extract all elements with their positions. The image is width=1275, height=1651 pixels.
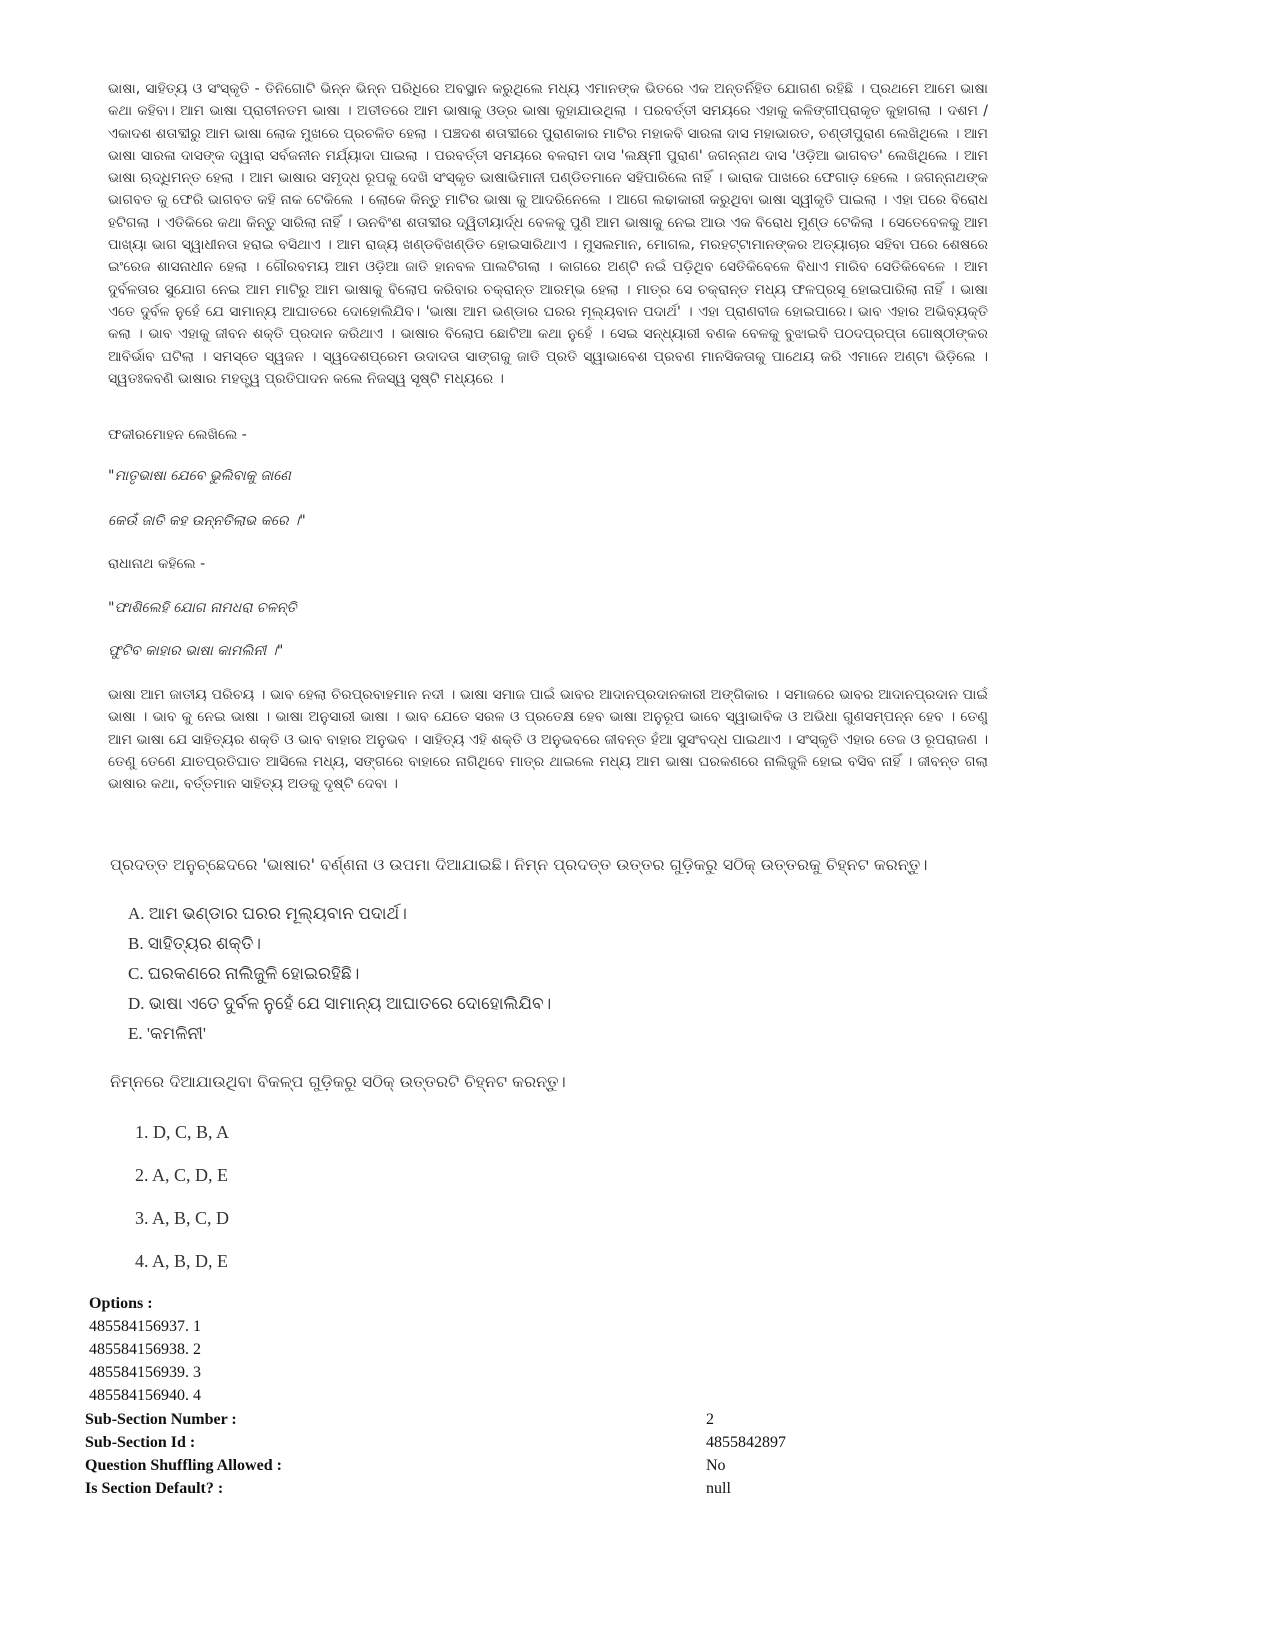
subsection-number-label: Sub-Section Number : (85, 1411, 237, 1428)
passage-paragraph-2: ଭାଷା ଆମ ଜାତୀୟ ପରିଚୟ । ଭାବ ହେଲା ଚିରପ୍ରବାହମାନ ନଦୀ । ଭାଷା ସମାଜ ପାଇଁ ଭାବର ଆଦାନପ୍ରଦାନକାରୀ ଅଙ୍ଗିକାର । ସମାଜରେ ଭାବର ଆଦାନପ୍ରଦାନ ପାଇଁ ଭାଷା । ଭାବ କୁ ନେଇ ଭାଷା । ଭାଷା ଅନୁସାରୀ ଭାଷା । ଭାବ ଯେତେ ସରଳ ଓ ପ୍ରତେକ୍ଷ ହେବ ଭାଷା ଅନୁରୂପ ଭାବେ ସ୍ୱାଭାବିକ ଓ ଅଭିଧା ଗୁଣସମ୍ପନ୍ନ ହେବ । ତେଣୁ ଆମ ଭାଷା ଯେ ସାହିତ୍ୟର ଶକ୍ତି ଓ ଭାବ ବାହାର ଅନୁଭବ । ସାହିତ୍ୟ ଏହି ଶକ୍ତି ଓ ଅନୁଭବରେ ଜୀବନ୍ତ ହଁଆ ସୁସଂବଦ୍ଧ ପାଇଥାଏ । ସଂସ୍କୃତି ଏହାର ତେଜ ଓ ରୂପରାଜଣ । ତେଣୁ ତେଣେ ଯାତପ୍ରତିଘାତ ଆସିଲେ ମଧ୍ୟ, ସଙ୍ଗରେ ବାହାରେ ନାଗିଥିବେ ମାତ୍ର ଥାଇଲେ ମଧ୍ୟ ଆମ ଭାଷା ଘରକଣରେ ନାଲିଜୁଳି ହୋଇ ବସିବ ନାହିଁ । ଜୀବନ୍ତ ଗଲା ଭାଷାର କଥା, ବର୍ତ୍ତମାନ ସାହିତ୍ୟ ଅଡକୁ ଦୃଷ୍ଟି ଦେବା । (108, 687, 988, 793)
radhanath-intro: ରାଧାନାଥ କହିଲେ - (108, 556, 206, 572)
subsection-id-label: Sub-Section Id : (85, 1434, 196, 1451)
option-id-1: 485584156937. 1 (89, 1318, 201, 1335)
statement-c: C. ଘରକଣରେ ନାଲିଜୁଳି ହୋଇରହିଛି। (128, 964, 360, 983)
passage-paragraph-1: ଭାଷା, ସାହିତ୍ୟ ଓ ସଂସ୍କୃତି - ତିନିଗୋଟି ଭିନ୍ନ ଭିନ୍ନ ପରିଧିରେ ଅବସ୍ଥାନ କରୁଥିଲେ ମଧ୍ୟ ଏମାନଙ୍କ ଭିତରେ ଏକ ଅନ୍ତର୍ନିହିତ ଯୋଗଣ ରହିଛି । ପ୍ରଥମେ ଆମେ ଭାଷା କଥା କହିବା। ଆମ ଭାଷା ପ୍ରାଚୀନତମ ଭାଷା । ଅତୀତରେ ଆମ ଭାଷାକୁ ଓଡ୍ର ଭାଷା କୁହାଯାଉଥିଲା । ପରବର୍ତ୍ତୀ ସମୟରେ ଏହାକୁ କଳିଙ୍ଗୀପ୍ରାକୃତ କୁହାଗଲା । ଦଶମ / ଏକାଦଶ ଶତାବ୍ଦୀରୁ ଆମ ଭାଷା ଲୋକ ମୁଖରେ ପ୍ରଚଳିତ ହେଲା । ପଞ୍ଚଦଶ ଶତାବ୍ଦୀରେ ପୁରାଣକାର ମାଟିର ମହାକବି ସାରଳା ଦାସ ମହାଭାରତ, ଚଣ୍ଡୀପୁରାଣ ଲେଖିଥିଲେ । ଆମ ଭାଷା ସାରଳା ଦାସଙ୍କ ଦ୍ୱାରା ସର୍ବଜନୀନ ମର୍ଯ୍ୟାଦା ପାଇଲା । ପରବର୍ତ୍ତୀ ସମୟରେ ବଳରାମ ଦାସ 'ଲକ୍ଷ୍ମୀ ପୁରାଣ' ଜଗନ୍ନାଥ ଦାସ 'ଓଡ଼ିଆ ଭାଗବତ' ଲେଖିଥିଲେ । ଆମ ଭାଷା ଋଦ୍ଧିମନ୍ତ ହେଲା । ଆମ ଭାଷାର ସମୃଦ୍ଧ ରୂପକୁ ଦେଖି ସଂସ୍କୃତ ଭାଷାଭିମାନୀ ପଣ୍ଡିତମାନେ ସହିପାରିଲେ ନାହିଁ । ଭାରାକ ପାଖରେ ଫେଗାଡ଼ ହେଲେ । ଜଗନ୍ନାଥଙ୍କ ଭାଗବତ କୁ ଫେରି ଭାଗବତ କହି ନାକ ଟେକିଲେ । ଲୋକେ କିନ୍ତୁ ମାଟିର ଭାଷା କୁ ଆଦରିନେଲେ । ଆଗେ ଲଢାକାରୀ କରୁଥିବା ଭାଷା ସ୍ୱୀକୃତି ପାଇଲା । ଏହା ପରେ ବିରୋଧ ହଟିଗଲା । ଏତିକିରେ କଥା କିନ୍ତୁ ସାରିଲା ନାହିଁ । ଊନବିଂଶ ଶତାବ୍ଦୀର ଦ୍ୱିତୀୟାର୍ଦ୍ଧ ବେଳକୁ ପୁଣି ଆମ ଭାଷାକୁ ନେଇ ଆଉ ଏକ ବିରୋଧ ମୁଣ୍ଡ ଟେକିଲା । ସେତେବେଳକୁ ଆମ ପାଖ୍ୟା ଭାଗ ସ୍ୱାଧୀନତା ହରାଇ ବସିଥାଏ । ଆମ ରାଜ୍ୟ ଖଣ୍ଡବିଖଣ୍ଡିତ ହୋଇସାରିଥାଏ । ମୁସଲମାନ, ମୋଗଲ, ମରହଟ୍ଟାମାନଙ୍କର ଅତ୍ୟାଚାର ସହିବା ପରେ ଶେଷରେ ଇଂରେଜ ଶାସନାଧୀନ ହେଲା । ଗୌରବମୟ ଆମ ଓଡ଼ିଆ ଜାତି ହାନବଳ ପାଲଟିଗଲା । କାଗରେ ଅଣ୍ଟି ନଇଁ ପଡ଼ିଥିବ ସେତିକିବେଳେ ବିଧାଏ ମାରିବ ସେତିକିବେଳେ । ଆମ ଦୁର୍ବଳତାର ସୁଯୋଗ ନେଇ ଆମ ମାଟିରୁ ଆମ ଭାଷାକୁ ବିଲୋପ କରିବାର ଚକ୍ରାନ୍ତ ଆରମ୍ଭ ହେଲା । ମାତ୍ର ସେ ଚକ୍ରାନ୍ତ ମଧ୍ୟ ଫଳପ୍ରସୂ ହୋଇପାରିଲା ନାହିଁ । ଭାଷା ଏତେ ଦୁର୍ବଳ ନୁହେଁ ଯେ ସାମାନ୍ୟ ଆଘାତରେ ଦୋହୋଲିଯିବ। 'ଭାଷା ଆମ ଭଣ୍ଡାର ଘରର ମୂଲ୍ୟବାନ ପଦାର୍ଥ' । ଏହା ପ୍ରାଣବୀଜ ହୋଇପାରେ। ଭାବ ଏହାର ଅଭିବ୍ୟକ୍ତି କଲା । ଭାବ ଏହାକୁ ଜୀବନ ଶକ୍ତି ପ୍ରଦାନ କରିଥାଏ । ଭାଷାର ବିଲୋପ ଛୋଟିଆ କଥା ନୁହେଁ । ସେଇ ସନ୍ଧ୍ୟାରୀ ବଣକ ବେଳକୁ ବୁଝାଇବି ପଠଦପ୍ରପ୍ତା ଗୋଷ୍ଠୀଙ୍କର ଆବିର୍ଭାବ ଘଟିଲା । ସମସ୍ତେ ସ୍ୱଜନ । ସ୍ୱଦେଶପ୍ରେମ ଉଦାଦତା ସାଙ୍ଗକୁ ଜାତି ପ୍ରତି ସ୍ୱାଭାବେଶ ପ୍ରବଣ ମାନସିକତାକୁ ପାଥେୟ କରି ଏମାନେ ଅଣ୍ଟା ଭିଡ଼ିଲେ । ସ୍ୱତଃକବଣି ଭାଷାର ମହତ୍ତ୍ୱ ପ୍ରତିପାଦନ କଲେ ନିଜସ୍ୱ ସୃଷ୍ଟି ମଧ୍ୟରେ । (108, 81, 988, 387)
subsection-number-value: 2 (706, 1411, 714, 1428)
fakir-intro: ଫକୀରମୋହନ ଲେଖିଲେ - (108, 427, 247, 443)
statement-b: B. ସାହିତ୍ୟର ଶକ୍ତି। (128, 934, 261, 953)
choice-3: 3. A, B, C, D (135, 1208, 230, 1228)
statement-a: A. ଆମ ଭଣ୍ଡାର ଘରର ମୂଲ୍ୟବାନ ପଦାର୍ଥ। (128, 904, 407, 923)
option-id-3: 485584156939. 3 (89, 1364, 201, 1381)
radhanath-quote-line-1: "ଫାଶିଲେହି ଯୋଗ ନାମଧରା ଚଳନ୍ତି (108, 600, 297, 616)
question-stem: ପ୍ରଦତ୍ତ ଅନୁଚ୍ଛେଦରେ 'ଭାଷାର' ବର୍ଣ୍ଣନା ଓ ଉପମା ଦିଆଯାଇଛି। ନିମ୍ନ ପ୍ରଦତ୍ତ ଉତ୍ତର ଗୁଡ଼ିକରୁ ସଠିକ୍ ଉତ୍ତରକୁ ଚିହ୍ନଟ କରନ୍ତୁ। (110, 855, 928, 874)
option-id-2: 485584156938. 2 (89, 1341, 201, 1358)
choice-1: 1. D, C, B, A (135, 1122, 230, 1142)
options-heading: Options : (89, 1295, 153, 1312)
shuffling-value: No (706, 1457, 726, 1474)
statement-d: D. ଭାଷା ଏତେ ଦୁର୍ବଳ ନୁହେଁ ଯେ ସାମାନ୍ୟ ଆଘାତରେ ଦୋହୋଲିଯିବ। (128, 994, 552, 1013)
fakir-quote-line-1: "ମାତୃଭାଷା ଯେବେ ଭୁଲିବାକୁ ଜାଣେ (108, 468, 291, 484)
choice-instruction: ନିମ୍ନରେ ଦିଆଯାଉଥିବା ବିକଳ୍ପ ଗୁଡ଼ିକରୁ ସଠିକ୍ ଉତ୍ତରଟି ଚିହ୍ନଟ କରନ୍ତୁ। (110, 1072, 566, 1091)
shuffling-label: Question Shuffling Allowed : (85, 1457, 282, 1474)
section-default-value: null (706, 1480, 731, 1497)
statement-e: E. 'କମଳିନୀ' (128, 1024, 206, 1043)
subsection-id-value: 4855842897 (706, 1434, 786, 1451)
section-default-label: Is Section Default? : (85, 1480, 224, 1497)
choice-2: 2. A, C, D, E (135, 1165, 229, 1185)
option-id-4: 485584156940. 4 (89, 1387, 201, 1404)
fakir-quote-line-2: କେଉଁ ଜାତି କହ ଉନ୍ନତିଲାଭ କରେ ।" (108, 513, 306, 529)
choice-4: 4. A, B, D, E (135, 1251, 229, 1271)
radhanath-quote-line-2: ଫୁଟିବ କାହାର ଭାଷା କାମଲିନୀ ।" (108, 643, 284, 659)
